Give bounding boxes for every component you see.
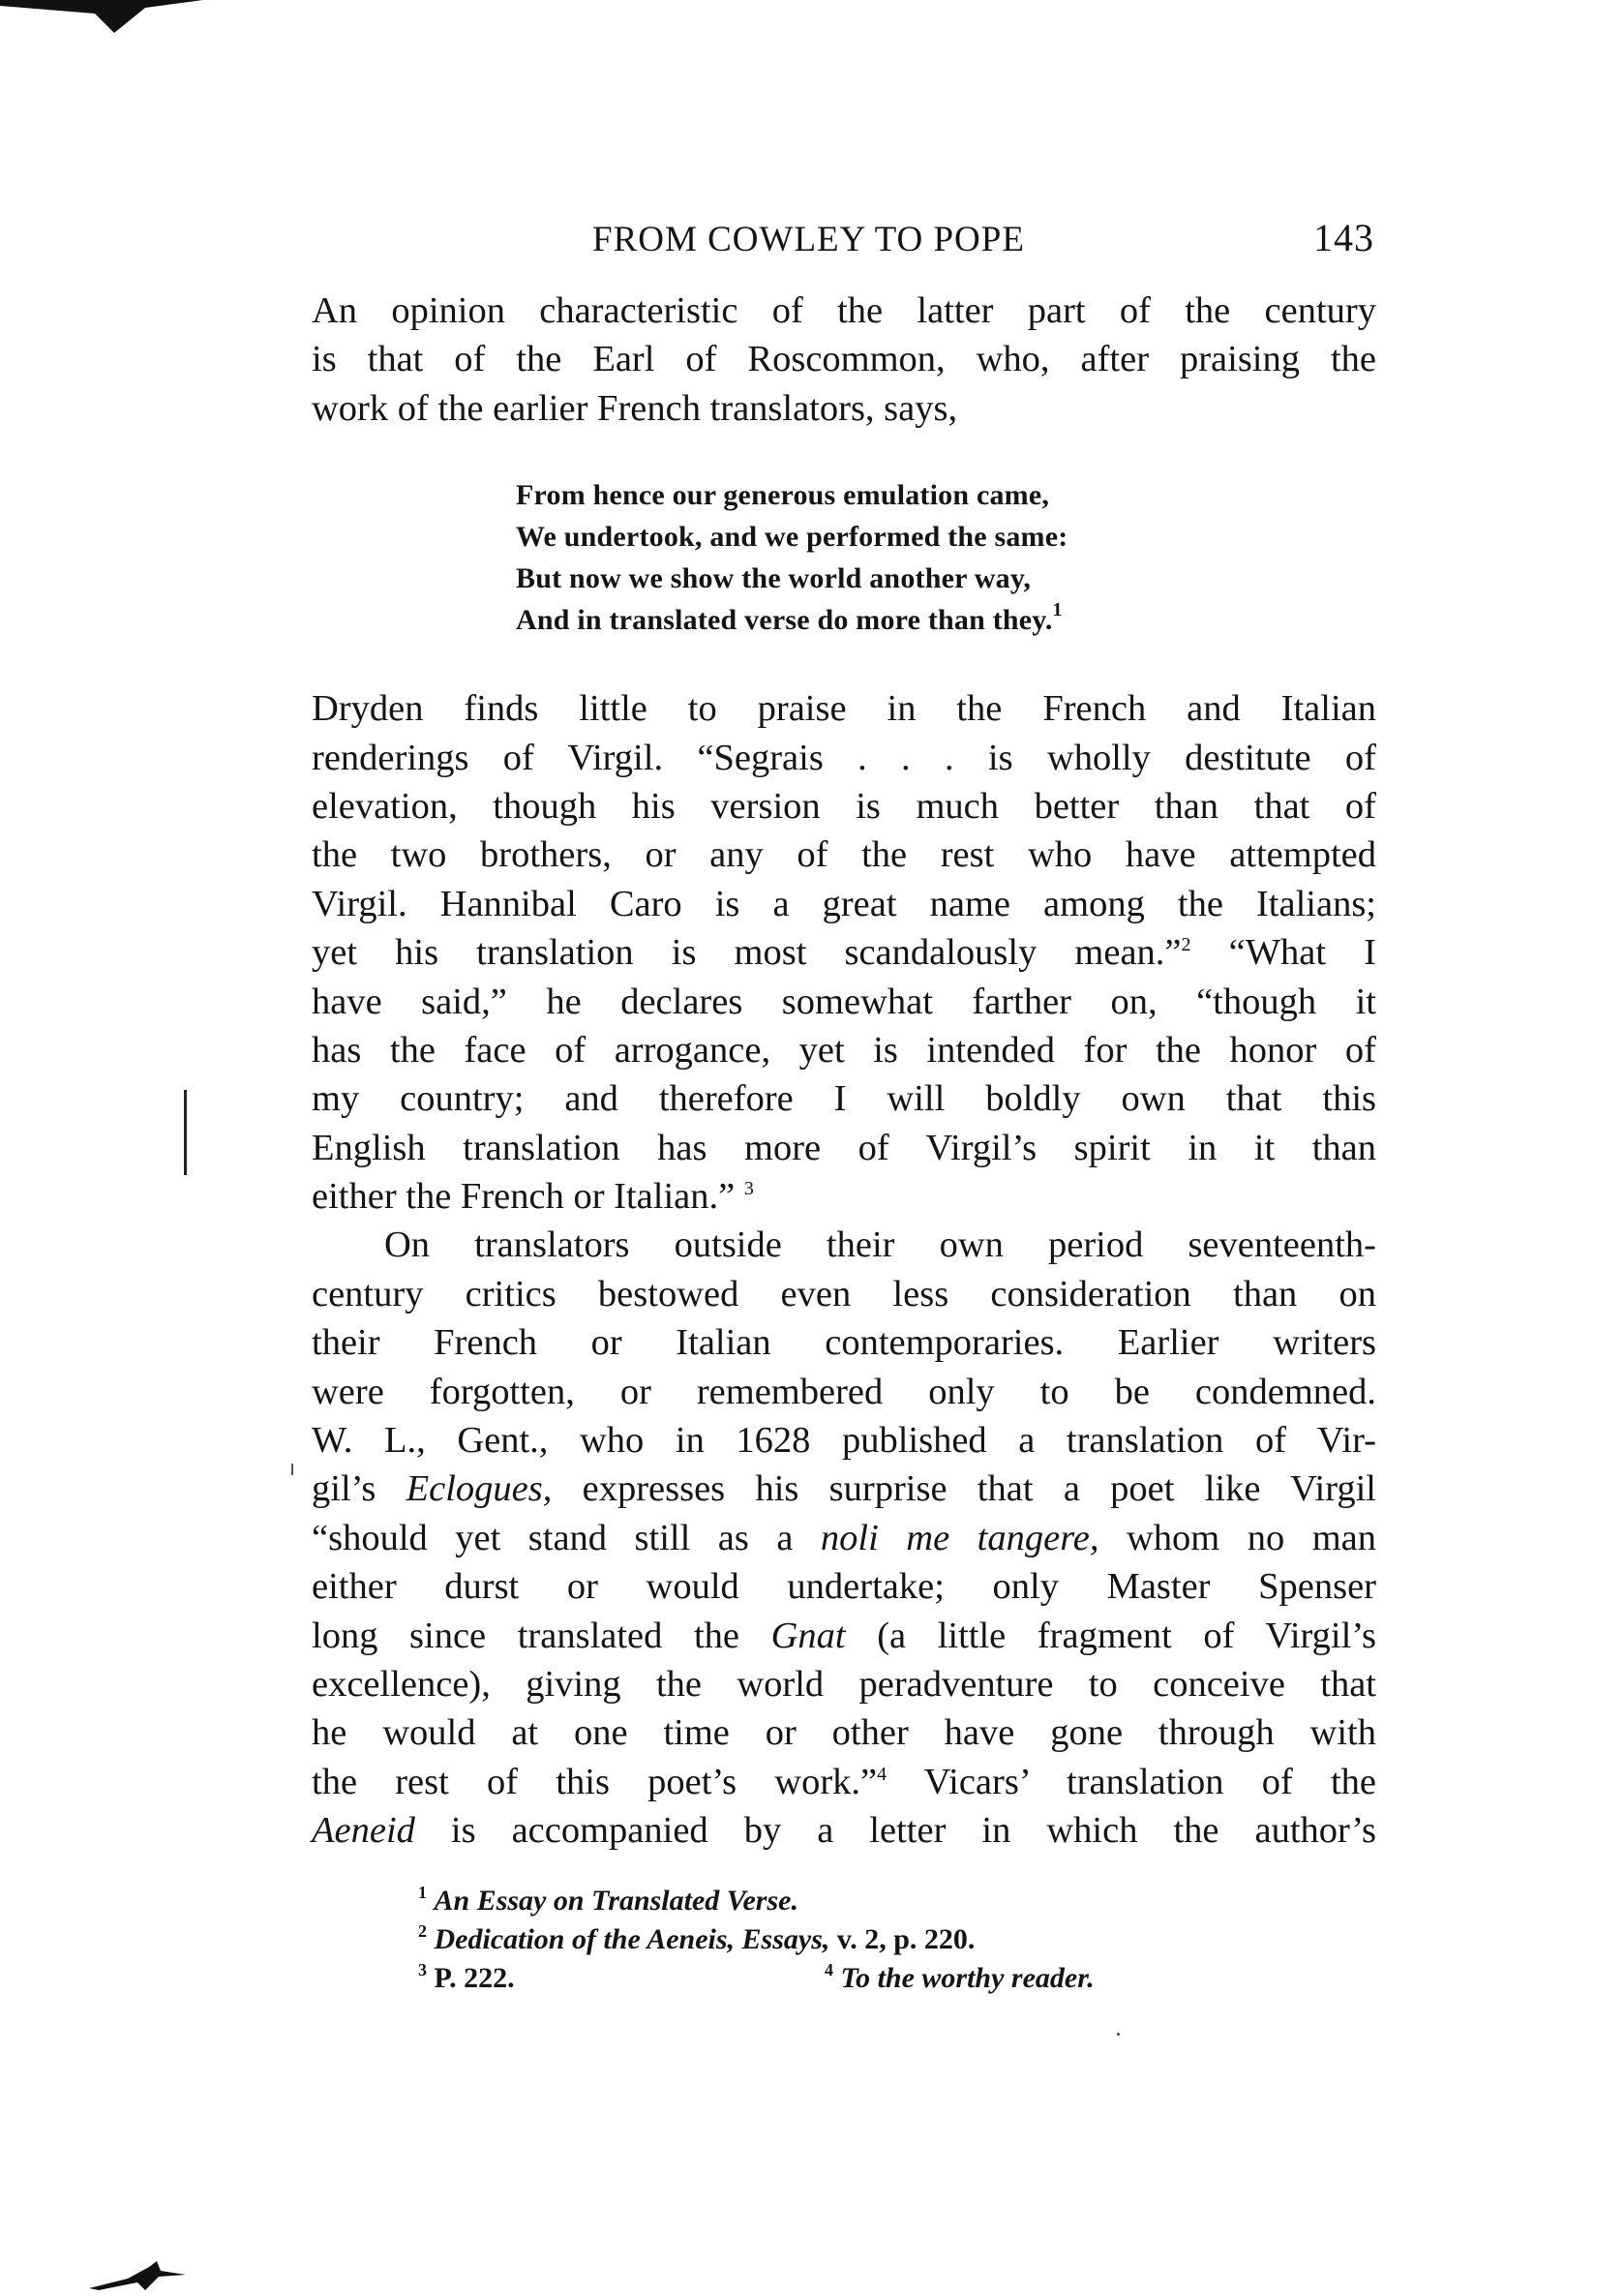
scan-corner-mark-icon bbox=[89, 2261, 186, 2290]
verse-line: From hence our generous emulation came, bbox=[516, 479, 1050, 511]
text-line: my country; and therefore I will boldly own that this bbox=[312, 1078, 1376, 1120]
footnote-number: 1 bbox=[418, 1883, 427, 1902]
text-line: English translation has more of Virgil’s spirit in it than bbox=[312, 1127, 1376, 1168]
text-line: renderings of Virgil. “Segrais . . . is wholly destitute of bbox=[312, 737, 1376, 778]
footnote-ref: 1 bbox=[1052, 599, 1063, 620]
text-segment: expresses his surprise that a poet like Virgil bbox=[552, 1468, 1377, 1510]
text-line bbox=[312, 1612, 1376, 1660]
text-line: have said,” he declares somewhat farther on, “though it bbox=[312, 981, 1376, 1022]
footnote bbox=[418, 1959, 1289, 1998]
text-segment: “What I bbox=[1228, 932, 1376, 974]
margin-mark bbox=[291, 1464, 293, 1475]
footnote-number: 3 bbox=[418, 1960, 427, 1979]
text-line: the two brothers, or any of the rest who have attempted bbox=[312, 834, 1376, 876]
text-line bbox=[312, 1172, 1376, 1221]
footnote-text: Dedication of the Aeneis, Essays, bbox=[434, 1923, 830, 1955]
footnote-number: 4 bbox=[825, 1960, 833, 1979]
text-line bbox=[312, 928, 1376, 977]
italic-phrase: noli me tangere, bbox=[820, 1517, 1099, 1558]
footnote-number: 2 bbox=[418, 1921, 427, 1941]
footnote-text: An Essay on Translated Verse. bbox=[434, 1885, 798, 1917]
italic-title: Gnat bbox=[770, 1615, 846, 1656]
scan-corner-mark-icon bbox=[0, 0, 203, 35]
text-segment: “should yet stand still as a bbox=[312, 1517, 821, 1558]
text-line bbox=[312, 1758, 1376, 1806]
text-line: were forgotten, or remembered only to be condemned. bbox=[312, 1371, 1376, 1412]
text-line: Dryden finds little to praise in the French and Italian bbox=[312, 688, 1376, 730]
text-line: elevation, though his version is much better than that of bbox=[312, 785, 1376, 827]
text-segment: is accompanied by a letter in which the author’s bbox=[414, 1810, 1376, 1852]
text-line: either durst or would undertake; only Master Spenser bbox=[312, 1566, 1376, 1608]
text-line: their French or Italian contemporaries. Earlier writers bbox=[312, 1322, 1376, 1364]
text-line: century critics bestowed even less consideration than on bbox=[312, 1273, 1376, 1314]
footnote-ref: 3 bbox=[743, 1178, 754, 1200]
footnotes bbox=[418, 1882, 1289, 1998]
text-line: An opinion characteristic of the latter part of the century bbox=[312, 290, 1376, 331]
scan-speck bbox=[1117, 2033, 1120, 2036]
footnote-text: P. 222. bbox=[434, 1962, 515, 1994]
text-segment: And in translated verse do more than they. bbox=[516, 604, 1053, 636]
verse-line bbox=[516, 599, 1251, 641]
page-number: 143 bbox=[1313, 216, 1374, 259]
text-segment: the rest of this poet’s work.” bbox=[312, 1761, 878, 1802]
text-line bbox=[312, 1465, 1376, 1513]
text-line: he would at one time or other have gone through with bbox=[312, 1712, 1376, 1754]
text-segment: whom no man bbox=[1098, 1517, 1376, 1558]
text-segment: either the French or Italian.” bbox=[312, 1176, 736, 1218]
text-line: W. L., Gent., who in 1628 published a translation of Vir- bbox=[312, 1420, 1376, 1462]
text-segment: yet his translation is most scandalously mean.” bbox=[312, 932, 1182, 974]
footnote-ref: 4 bbox=[877, 1763, 887, 1785]
verse-line: But now we show the world another way, bbox=[516, 562, 1032, 594]
italic-title: Aeneid bbox=[312, 1810, 415, 1852]
text-line: On translators outside their own period seventeenth- bbox=[384, 1224, 1376, 1266]
footnote bbox=[825, 1959, 1095, 1998]
footnote bbox=[418, 1920, 1289, 1959]
footnote-ref: 2 bbox=[1181, 934, 1191, 956]
text-segment: (a little fragment of Virgil’s bbox=[845, 1615, 1377, 1656]
text-line bbox=[312, 1514, 1376, 1562]
text-line: excellence), giving the world peradventure to conceive that bbox=[312, 1663, 1376, 1705]
text-line: is that of the Earl of Roscommon, who, after praising the bbox=[312, 339, 1376, 380]
text-segment: long since translated the bbox=[312, 1615, 771, 1656]
footnote-text: To the worthy reader. bbox=[840, 1962, 1095, 1994]
text-line: Virgil. Hannibal Caro is a great name among the Italians; bbox=[312, 883, 1376, 924]
running-header bbox=[312, 211, 1374, 269]
text-line bbox=[312, 1806, 1376, 1855]
text-segment: gil’s bbox=[312, 1468, 406, 1510]
text-segment: Vicars’ translation of the bbox=[887, 1761, 1377, 1802]
text-line: has the face of arrogance, yet is intended for the honor of bbox=[312, 1029, 1376, 1071]
text-line: work of the earlier French translators, says, bbox=[312, 387, 958, 429]
verse-line: We undertook, and we performed the same: bbox=[516, 521, 1068, 553]
italic-title: Eclogues, bbox=[406, 1468, 553, 1510]
verse-quotation bbox=[516, 474, 1251, 641]
footnote bbox=[418, 1882, 1289, 1920]
footnote-text: v. 2, p. 220. bbox=[829, 1923, 976, 1955]
margin-mark bbox=[184, 1090, 187, 1175]
running-title: FROM COWLEY TO POPE bbox=[592, 220, 1025, 259]
